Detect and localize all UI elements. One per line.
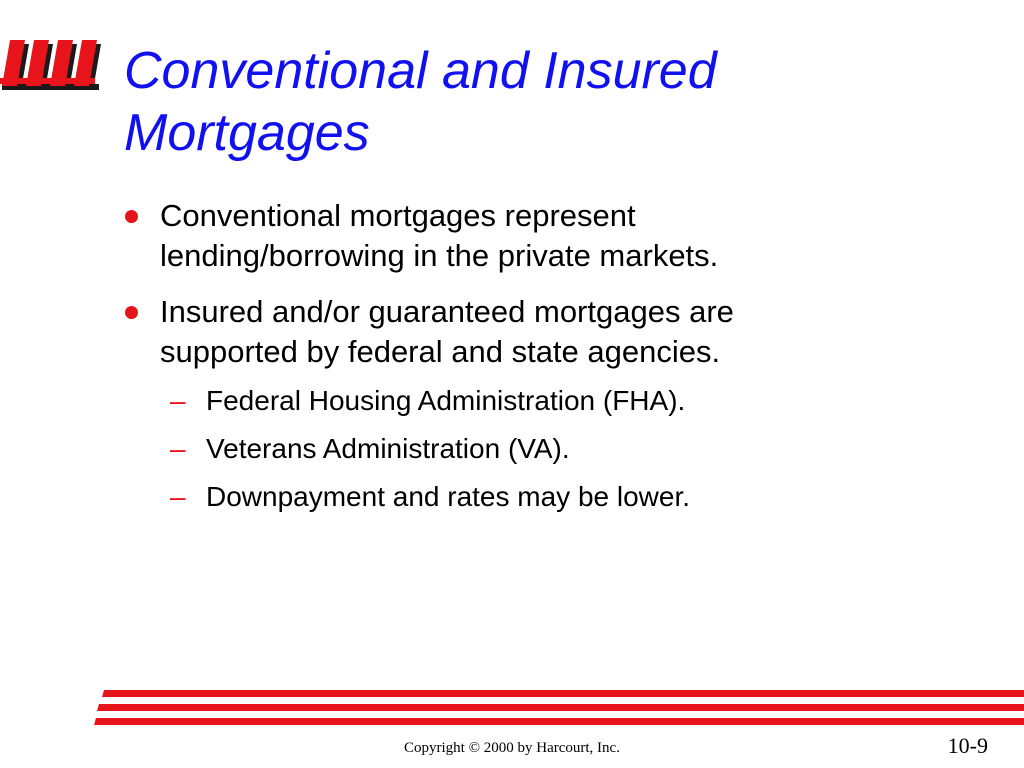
sub-bullet-item bbox=[160, 432, 1002, 466]
sub-bullet-text: Federal Housing Administration (FHA). bbox=[206, 385, 686, 416]
sub-bullet-list bbox=[160, 384, 1002, 514]
title-line-1: Conventional and Insured bbox=[124, 42, 717, 100]
copyright-text: Copyright © 2000 by Harcourt, Inc. bbox=[404, 740, 620, 756]
red-dash-icon: – bbox=[170, 481, 186, 512]
page-number: 10-9 bbox=[947, 733, 988, 758]
logo-icon bbox=[0, 38, 112, 92]
bullet-item bbox=[122, 292, 1002, 372]
sub-bullet-item bbox=[160, 480, 1002, 514]
bullet-list bbox=[122, 196, 1002, 528]
sub-bullet-item bbox=[160, 384, 1002, 418]
sub-bullet-text: Veterans Administration (VA). bbox=[206, 433, 570, 464]
bullet-line: lending/borrowing in the private markets. bbox=[160, 238, 719, 273]
page-title bbox=[124, 40, 1004, 164]
title-line-2: Mortgages bbox=[124, 104, 370, 162]
red-dot-icon bbox=[125, 306, 138, 319]
footer-stripes bbox=[94, 690, 1024, 726]
bullet-line: supported by federal and state agencies. bbox=[160, 334, 721, 369]
red-dash-icon: – bbox=[170, 433, 186, 464]
red-dash-icon: – bbox=[170, 385, 186, 416]
bullet-line: Insured and/or guaranteed mortgages are bbox=[160, 294, 734, 329]
bullet-line: Conventional mortgages represent bbox=[160, 198, 636, 233]
red-dot-icon bbox=[125, 210, 138, 223]
bullet-item bbox=[122, 196, 1002, 276]
sub-bullet-container bbox=[122, 384, 1002, 514]
sub-bullet-text: Downpayment and rates may be lower. bbox=[206, 481, 691, 512]
